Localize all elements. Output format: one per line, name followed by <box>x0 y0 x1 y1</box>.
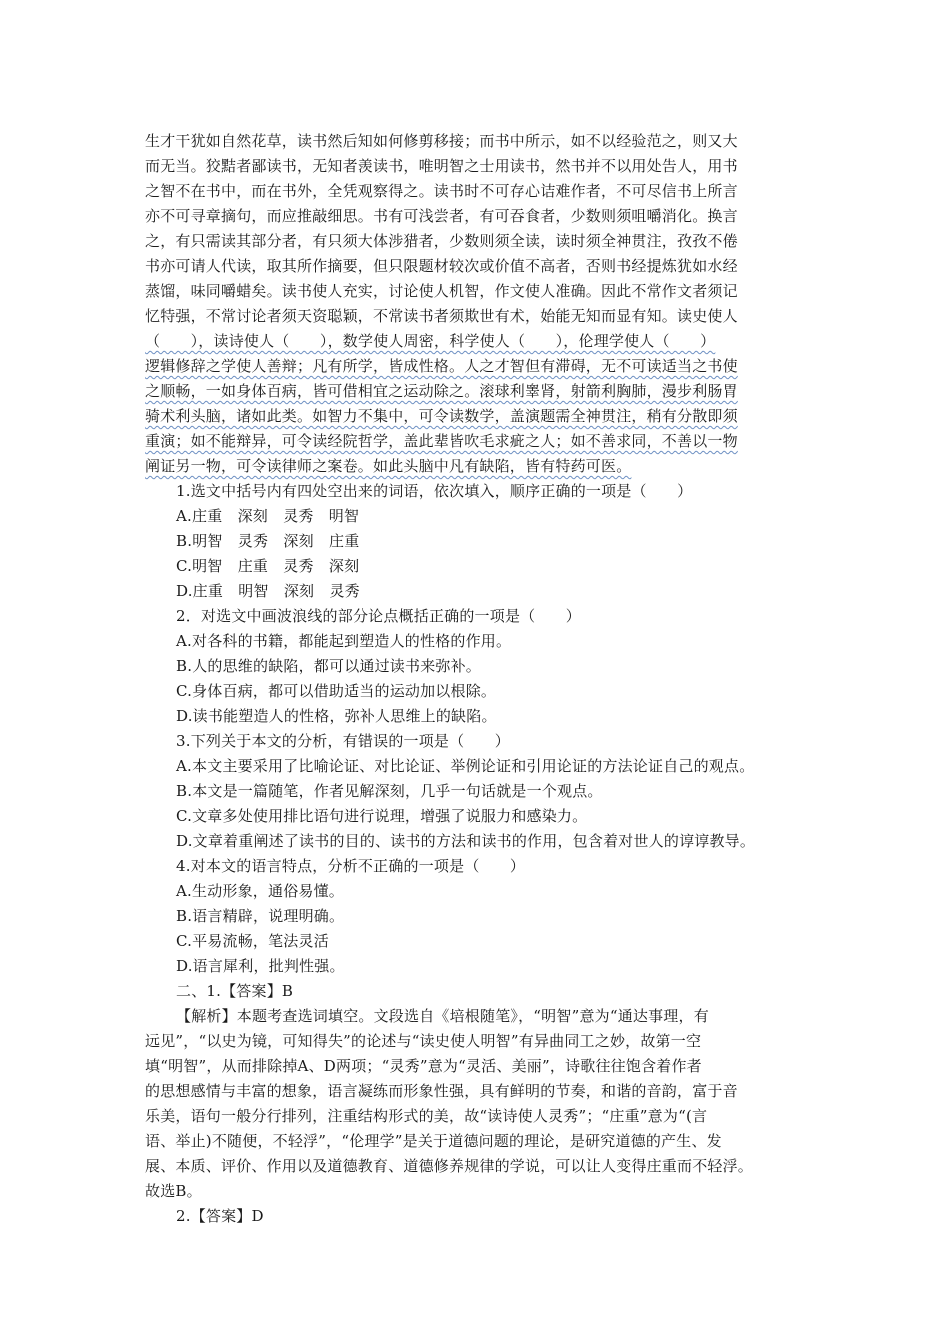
question-3: 3.下列关于本文的分析，有错误的一项是（ ） <box>176 732 510 750</box>
analysis-line: 远见”，“以史为镜，可知得失”的论述与“读史使人明智”有异曲同工之妙，故第一空 <box>145 1032 702 1050</box>
answer-1: 二、1.【答案】B <box>176 982 294 1000</box>
option-line: A.本文主要采用了比喻论证、对比论证、举例论证和引用论证的方法论证自己的观点。 <box>176 757 755 775</box>
option-line: C.文章多处使用排比语句进行说理，增强了说服力和感染力。 <box>176 807 588 825</box>
passage-line-wavy: 重演；如不能辩异，可令读经院哲学，盖此辈皆吹毛求疵之人；如不善求同，不善以一物 <box>145 432 738 450</box>
analysis-line: 展、本质、评价、作用以及道德教育、道德修养规律的学说，可以让人变得庄重而不轻浮。 <box>145 1157 754 1175</box>
passage-line-wavy: 阐证另一物，可令读律师之案卷。如此头脑中凡有缺陷，皆有特药可医。 <box>145 457 632 475</box>
option-line: B.人的思维的缺陷，都可以通过读书来弥补。 <box>176 657 481 675</box>
passage-line-wavy: （ ），读诗使人（ ），数学使人周密，科学使人（ ），伦理学使人（ ） <box>145 332 716 350</box>
option-line: D.庄重 明智 深刻 灵秀 <box>176 582 360 600</box>
analysis-line: 填“明智”，从而排除掉A、D两项；“灵秀”意为“灵活、美丽”，诗歌往往饱含着作者 <box>145 1057 702 1075</box>
passage-line: 之智不在书中，而在书外，全凭观察得之。读书时不可存心诘难作者，不可尽信书上所言 <box>145 182 738 200</box>
option-line: A.庄重 深刻 灵秀 明智 <box>176 507 360 525</box>
option-line: D.读书能塑造人的性格，弥补人思维上的缺陷。 <box>176 707 497 725</box>
question-4: 4.对本文的语言特点，分析不正确的一项是（ ） <box>176 857 526 875</box>
passage-line: 书亦可请人代读，取其所作摘要，但只限题材较次或价值不高者，否则书经提炼犹如水经 <box>145 257 738 275</box>
option-line: C.身体百病，都可以借助适当的运动加以根除。 <box>176 682 497 700</box>
option-line: B.明智 灵秀 深刻 庄重 <box>176 532 360 550</box>
analysis-line: 乐美，语句一般分行排列，注重结构形式的美，故“读诗使人灵秀”；“庄重”意为“(言 <box>145 1107 708 1125</box>
passage-line: 生才干犹如自然花草，读书然后知如何修剪移接；而书中所示，如不以经验范之，则又大 <box>145 132 738 150</box>
option-line: D.语言犀利，批判性强。 <box>176 957 345 975</box>
question-1: 1.选文中括号内有四处空出来的词语，依次填入，顺序正确的一项是（ ） <box>176 482 693 500</box>
option-line: A.生动形象，通俗易懂。 <box>176 882 345 900</box>
passage-line-wavy: 之顺畅，一如身体百病，皆可借相宜之运动除之。滚球利睾肾，射箭利胸肺，漫步利肠胃 <box>145 382 738 400</box>
passage-line: 而无当。狡黠者鄙读书，无知者羡读书，唯明智之士用读书，然书并不以用处告人，用书 <box>145 157 738 175</box>
option-line: B.语言精辟，说理明确。 <box>176 907 345 925</box>
passage-line: 蒸馏，味同嚼蜡矣。读书使人充实，讨论使人机智，作文使人准确。因此不常作文者须记 <box>145 282 738 300</box>
option-line: A.对各科的书籍，都能起到塑造人的性格的作用。 <box>176 632 512 650</box>
analysis-line: 【解析】本题考查选词填空。文段选自《培根随笔》，“明智”意为“通达事理，有 <box>176 1007 709 1025</box>
passage-line: 之，有只需读其部分者，有只须大体涉猎者，少数则须全读，读时须全神贯注，孜孜不倦 <box>145 232 738 250</box>
passage-line-wavy: 骑术利头脑，诸如此类。如智力不集中，可令读数学，盖演题需全神贯注，稍有分散即须 <box>145 407 738 425</box>
option-line: B.本文是一篇随笔，作者见解深刻，几乎一句话就是一个观点。 <box>176 782 603 800</box>
passage-line-wavy: 逻辑修辞之学使人善辩；凡有所学，皆成性格。人之才智但有滞碍，无不可读适当之书使 <box>145 357 738 375</box>
option-line: C.明智 庄重 灵秀 深刻 <box>176 557 360 575</box>
passage-line: 忆特强，不常讨论者须天资聪颖，不常读书者须欺世有术，始能无知而显有知。读史使人 <box>145 307 738 325</box>
question-2: 2．对选文中画波浪线的部分论点概括正确的一项是（ ） <box>176 607 581 625</box>
analysis-line: 的思想感情与丰富的想象，语言凝练而形象性强，具有鲜明的节奏，和谐的音韵，富于音 <box>145 1082 738 1100</box>
analysis-line: 故选B。 <box>145 1182 202 1200</box>
analysis-line: 语、举止)不随便，不轻浮”，“伦理学”是关于道德问题的理论，是研究道德的产生、发 <box>145 1132 722 1150</box>
passage-line: 亦不可寻章摘句，而应推敲细思。书有可浅尝者，有可吞食者，少数则须咀嚼消化。换言 <box>145 207 738 225</box>
answer-2: 2.【答案】D <box>176 1207 264 1225</box>
option-line: C.平易流畅，笔法灵活 <box>176 932 329 950</box>
option-line: D.文章着重阐述了读书的目的、读书的方法和读书的作用，包含着对世人的谆谆教导。 <box>176 832 756 850</box>
